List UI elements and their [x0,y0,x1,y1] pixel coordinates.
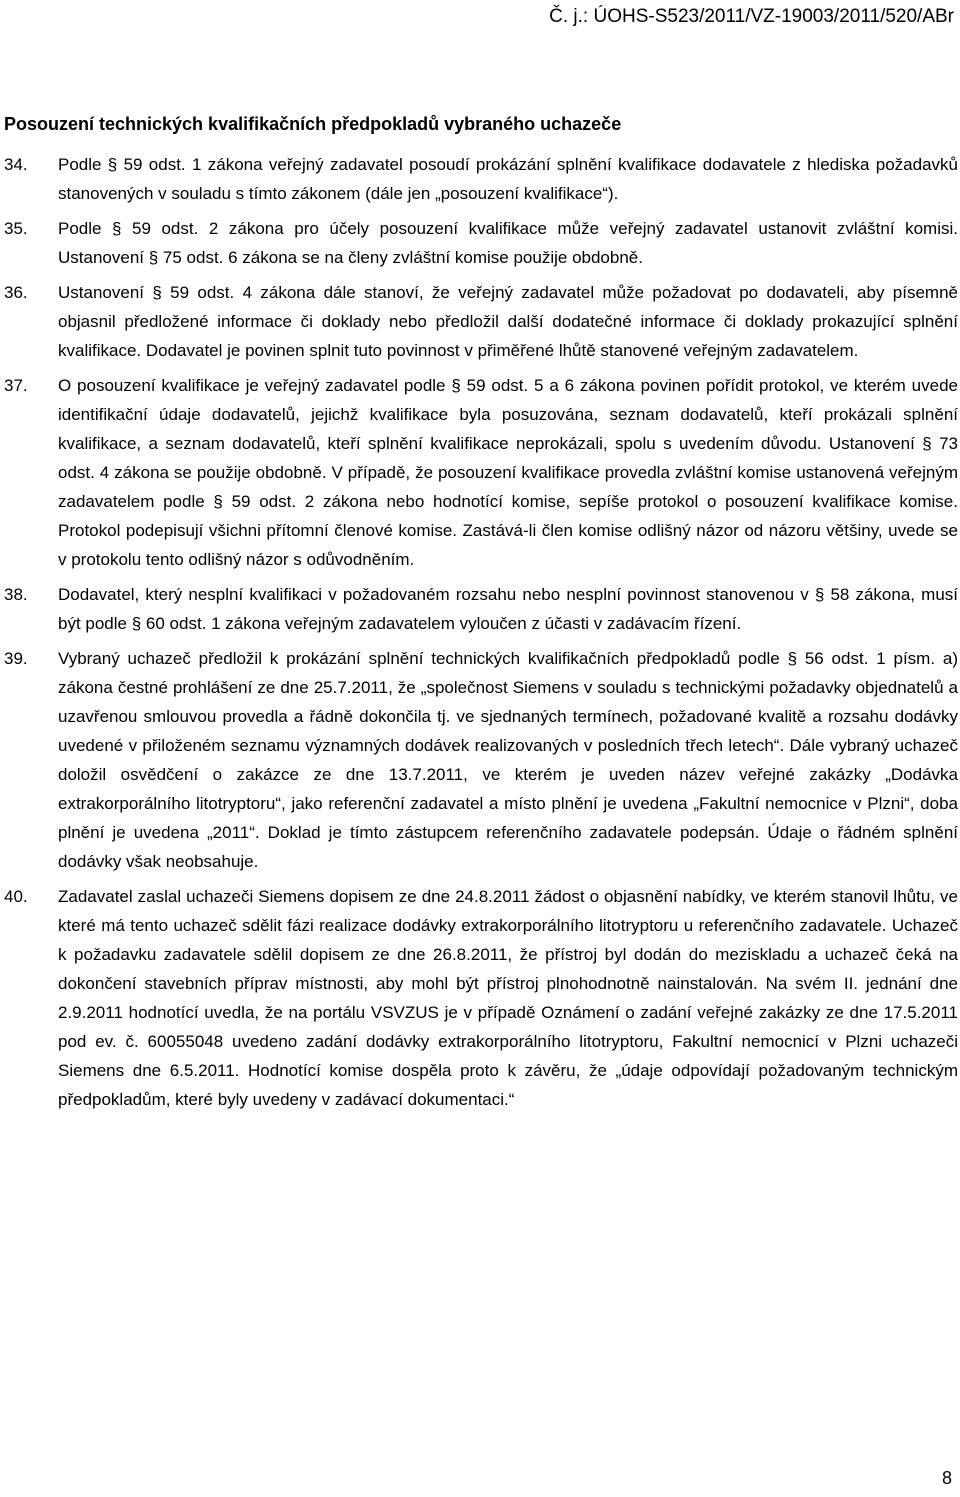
paragraph-number: 37. [4,376,28,395]
paragraph-list [0,150,958,1120]
paragraph-35 [0,214,958,272]
paragraph-text: Zadavatel zaslal uchazeči Siemens dopisem ze dne 24.8.2011 žádost o objasnění nabídky, ve kterém stanovil lhůtu, ve které má tento uchazeč sdělit fázi realizace dodávky extrakorporálního litotryptoru u referenčního zadavatele. Uchazeč k požadavku zadavatele sdělil dopisem ze dne 26.8.2011, že přístroj byl dodán do meziskladu a uchazeč čeká na dokončení stavebních příprav místnosti, aby mohl být přístroj plnohodnotně nainstalován. Na svém II. jednání dne 2.9.2011 hodnotící uvedla, že na portálu VSVZUS je v případě Oznámení o zadání veřejné zakázky ze dne 17.5.2011 pod ev. č. 60055048 uvedeno zadání dodávky extrakorporálního litotryptoru, Fakultní nemocnicí v Plzni uchazeči Siemens dne 6.5.2011. Hodnotící komise dospěla proto k závěru, že „údaje odpovídají požadovaným technickým předpokladům, které byly uvedeny v zadávací dokumentaci.“ [58,887,958,1109]
case-reference-header: Č. j.: ÚOHS-S523/2011/VZ-19003/2011/520/ABr [549,6,954,27]
section-title: Posouzení technických kvalifikačních předpokladů vybraného uchazeče [4,114,622,134]
paragraph-text: O posouzení kvalifikace je veřejný zadavatel podle § 59 odst. 5 a 6 zákona povinen pořídit protokol, ve kterém uvede identifikační údaje dodavatelů, jejichž kvalifikace byla posuzována, seznam dodavatelů, kteří prokázali splnění kvalifikace, a seznam dodavatelů, kteří splnění kvalifikace neprokázali, spolu s uvedením důvodu. Ustanovení § 73 odst. 4 zákona se použije obdobně. V případě, že posouzení kvalifikace provedla zvláštní komise ustanovená veřejným zadavatelem podle § 59 odst. 2 zákona nebo hodnotící komise, sepíše protokol o posouzení kvalifikace komise. Protokol podepisují všichni přítomní členové komise. Zastává-li člen komise odlišný názor od názoru většiny, uvede se v protokolu tento odlišný názor s odůvodněním. [58,376,958,569]
paragraph-39 [0,644,958,876]
paragraph-number: 40. [4,887,28,906]
paragraph-number: 34. [4,155,28,174]
paragraph-34 [0,150,958,208]
paragraph-38 [0,580,958,638]
paragraph-37 [0,371,958,574]
paragraph-36 [0,278,958,365]
page-number: 8 [941,1468,952,1488]
paragraph-number: 35. [4,219,28,238]
paragraph-text: Podle § 59 odst. 1 zákona veřejný zadavatel posoudí prokázání splnění kvalifikace dodavatele z hlediska požadavků stanovených v souladu s tímto zákonem (dále jen „posouzení kvalifikace“). [58,155,958,203]
paragraph-number: 36. [4,283,28,302]
paragraph-text: Podle § 59 odst. 2 zákona pro účely posouzení kvalifikace může veřejný zadavatel ustanovit zvláštní komisi. Ustanovení § 75 odst. 6 zákona se na členy zvláštní komise použije obdobně. [58,219,958,267]
paragraph-text: Vybraný uchazeč předložil k prokázání splnění technických kvalifikačních předpokladů podle § 56 odst. 1 písm. a) zákona čestné prohlášení ze dne 25.7.2011, že „společnost Siemens v souladu s technickými požadavky objednatelů a uzavřenou smlouvou provedla a řádně dokončila tj. ve sjednaných termínech, požadované kvalitě a rozsahu dodávky uvedené v přiloženém seznamu významných dodávek realizovaných v posledních třech letech“. Dále vybraný uchazeč doložil osvědčení o zakázce ze dne 13.7.2011, ve kterém je uveden název veřejné zakázky „Dodávka extrakorporálního litotryptoru“, jako referenční zadavatel a místo plnění je uvedena „Fakultní nemocnice v Plzni“, doba plnění je uvedena „2011“. Doklad je tímto zástupcem referenčního zadavatele podepsán. Údaje o řádném splnění dodávky však neobsahuje. [58,649,958,871]
paragraph-text: Ustanovení § 59 odst. 4 zákona dále stanoví, že veřejný zadavatel může požadovat po dodavateli, aby písemně objasnil předložené informace či doklady nebo předložil další dodatečné informace či doklady prokazující splnění kvalifikace. Dodavatel je povinen splnit tuto povinnost v přiměřené lhůtě stanovené veřejným zadavatelem. [58,283,958,360]
paragraph-number: 39. [4,649,28,668]
paragraph-text: Dodavatel, který nesplní kvalifikaci v požadovaném rozsahu nebo nesplní povinnost stanovenou v § 58 zákona, musí být podle § 60 odst. 1 zákona veřejným zadavatelem vyloučen z účasti v zadávacím řízení. [58,585,958,633]
paragraph-40 [0,882,958,1114]
paragraph-number: 38. [4,585,28,604]
